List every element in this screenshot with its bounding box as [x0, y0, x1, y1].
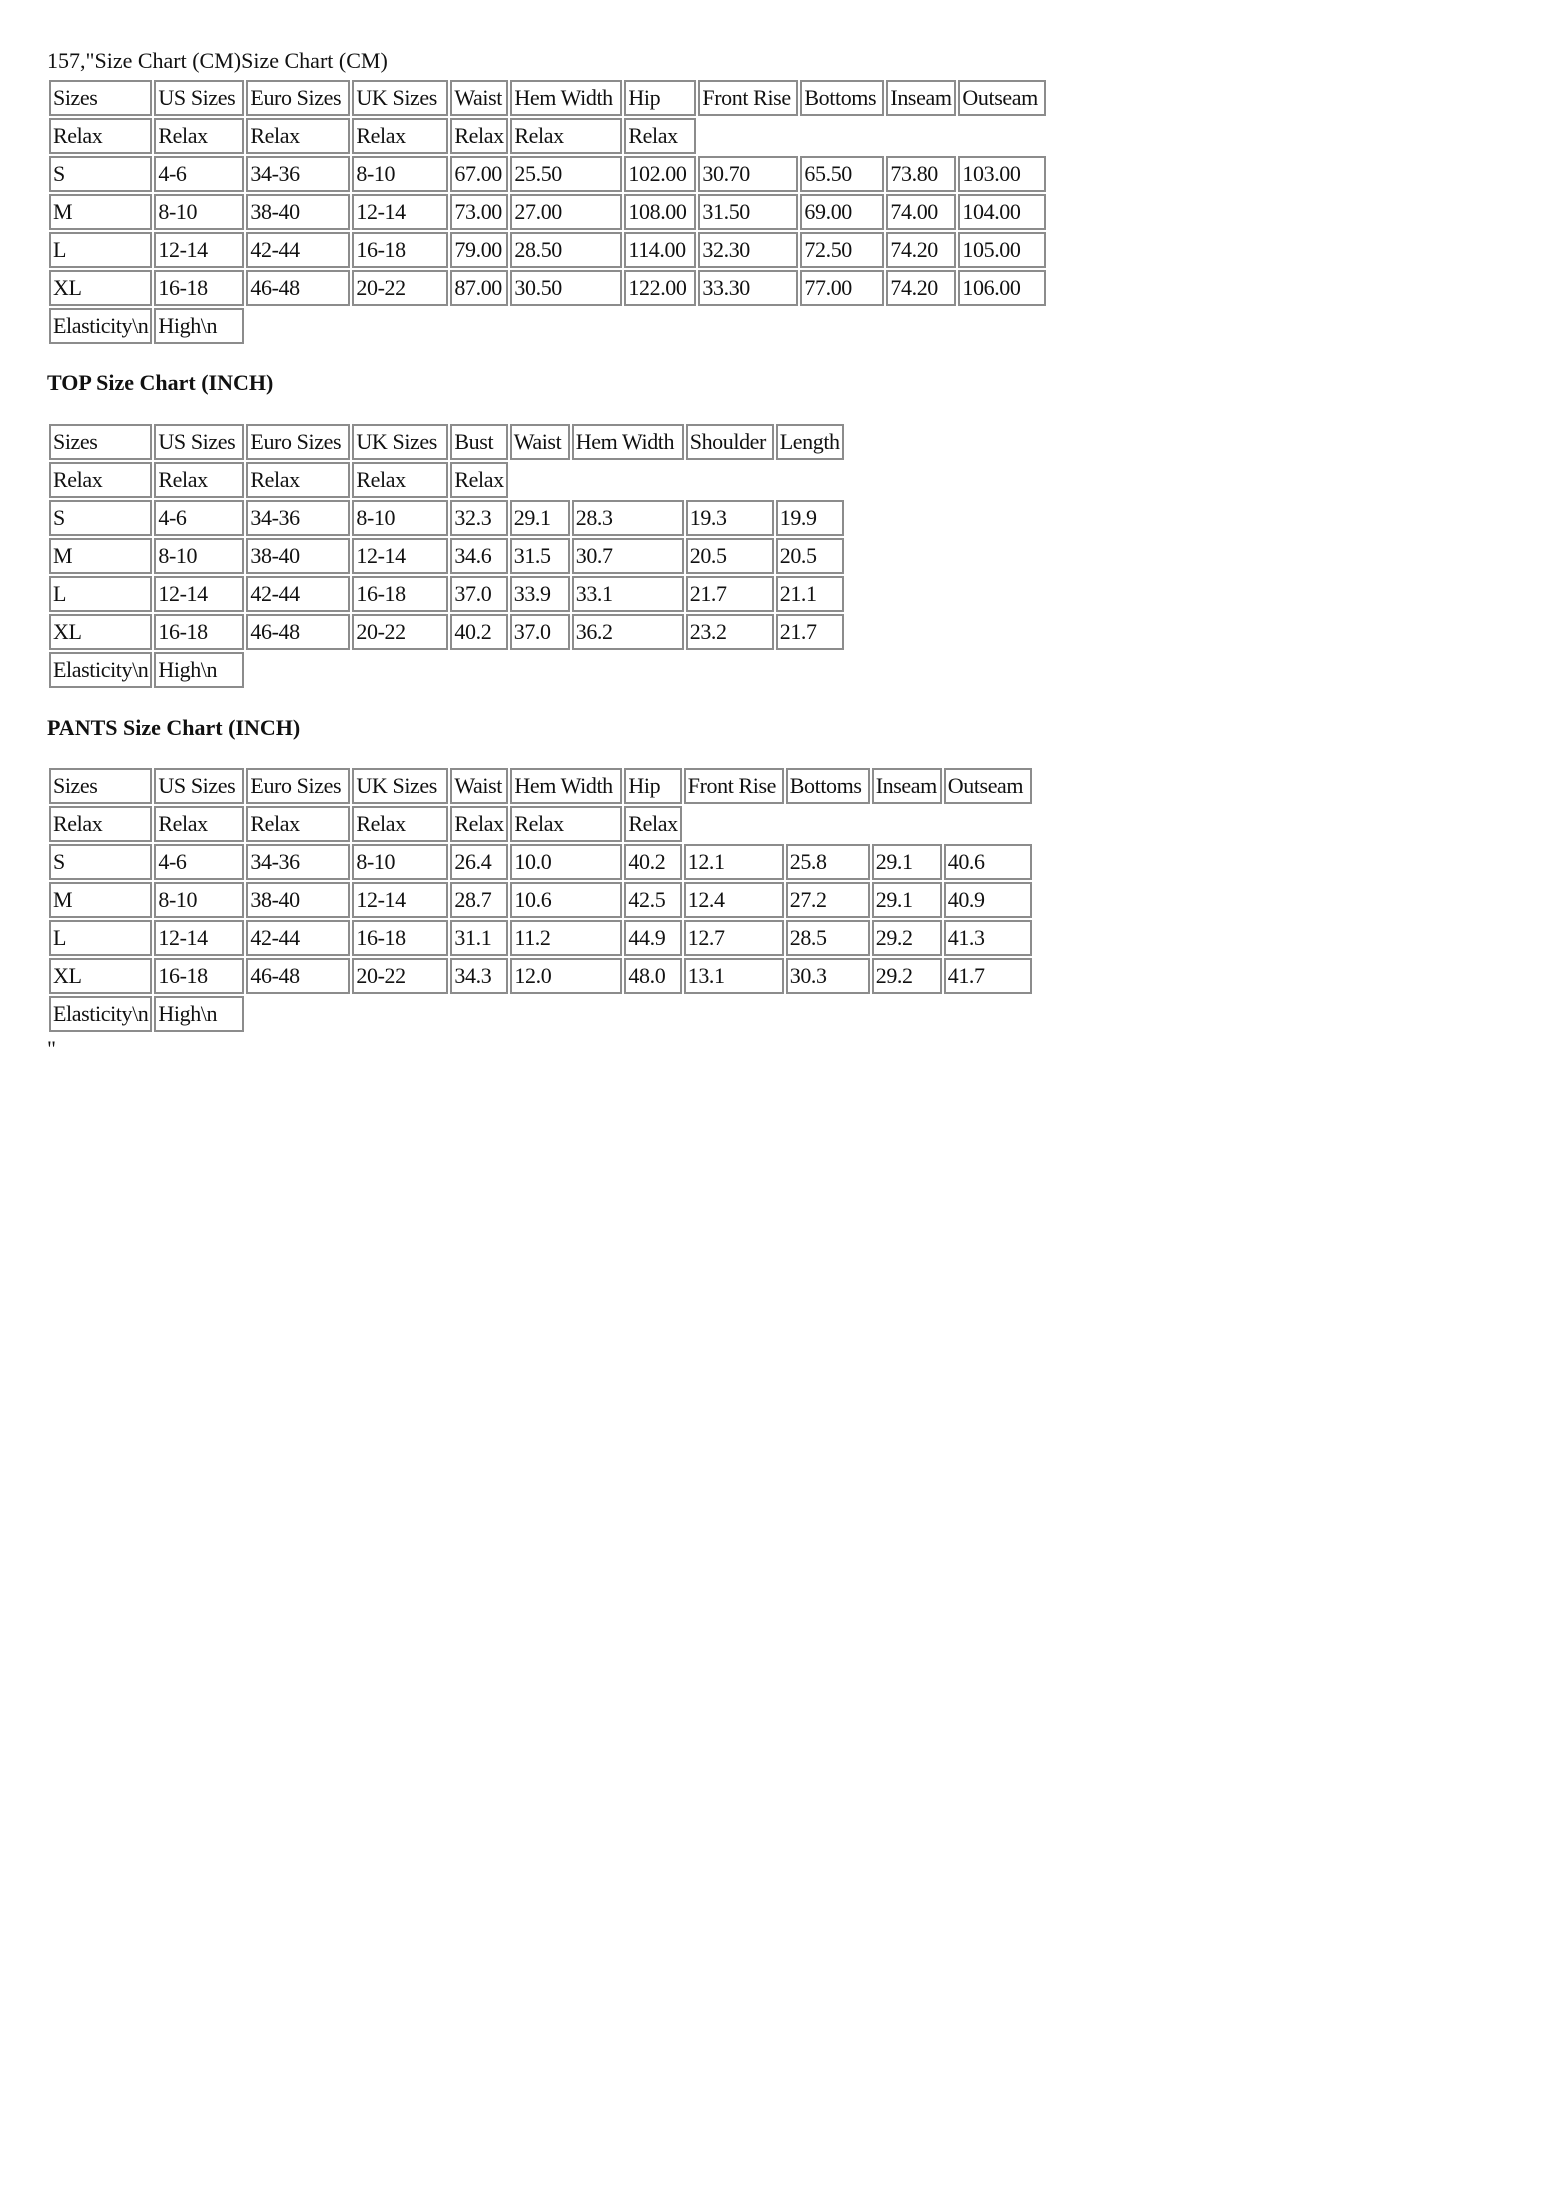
- data-cell: 73.00: [450, 194, 508, 230]
- data-cell: 28.3: [572, 500, 684, 536]
- data-cell: 67.00: [450, 156, 508, 192]
- table-row: [49, 156, 1046, 192]
- relax-cell: Relax: [450, 118, 508, 154]
- relax-cell: Relax: [510, 118, 622, 154]
- header-cell: US Sizes: [154, 80, 244, 116]
- data-cell: 12.0: [510, 958, 622, 994]
- data-cell: XL: [49, 958, 152, 994]
- data-cell: 106.00: [958, 270, 1046, 306]
- elasticity-cell: High\n: [154, 652, 244, 688]
- table-row: [49, 882, 1032, 918]
- data-cell: 36.2: [572, 614, 684, 650]
- data-cell: M: [49, 538, 152, 574]
- data-cell: 122.00: [624, 270, 696, 306]
- data-cell: 34-36: [246, 500, 350, 536]
- data-cell: 19.3: [686, 500, 774, 536]
- top-size-chart-heading: TOP Size Chart (INCH): [47, 370, 274, 395]
- data-cell: 12-14: [352, 882, 448, 918]
- data-cell: 12-14: [154, 576, 244, 612]
- data-cell: 74.20: [886, 270, 956, 306]
- data-cell: L: [49, 576, 152, 612]
- relax-cell: Relax: [49, 806, 152, 842]
- empty-cell: [246, 308, 1046, 344]
- data-cell: 11.2: [510, 920, 622, 956]
- data-cell: 4-6: [154, 844, 244, 880]
- data-cell: 34.6: [450, 538, 507, 574]
- data-cell: 34.3: [450, 958, 508, 994]
- table-row: [49, 614, 844, 650]
- data-cell: 8-10: [352, 156, 448, 192]
- data-cell: 38-40: [246, 194, 350, 230]
- data-cell: 10.6: [510, 882, 622, 918]
- data-cell: 65.50: [800, 156, 884, 192]
- table-row: [49, 462, 844, 498]
- data-cell: 31.50: [698, 194, 798, 230]
- empty-cell: [510, 462, 844, 498]
- data-cell: 41.3: [944, 920, 1032, 956]
- data-cell: 28.5: [786, 920, 870, 956]
- data-cell: 40.9: [944, 882, 1032, 918]
- footer-text: ": [47, 1036, 56, 1061]
- data-cell: 46-48: [246, 958, 350, 994]
- table-row: [49, 538, 844, 574]
- header-cell: Sizes: [49, 80, 152, 116]
- data-cell: 21.7: [776, 614, 844, 650]
- data-cell: 108.00: [624, 194, 696, 230]
- data-cell: 16-18: [154, 614, 244, 650]
- header-cell: Outseam: [944, 768, 1032, 804]
- data-cell: 42-44: [246, 920, 350, 956]
- data-cell: 12-14: [154, 232, 244, 268]
- header-cell: UK Sizes: [352, 424, 448, 460]
- header-cell: Hem Width: [510, 80, 622, 116]
- relax-cell: Relax: [154, 806, 244, 842]
- data-cell: 16-18: [154, 958, 244, 994]
- relax-cell: Relax: [154, 462, 244, 498]
- relax-cell: Relax: [624, 118, 696, 154]
- data-cell: L: [49, 920, 152, 956]
- data-cell: 42-44: [246, 232, 350, 268]
- header-cell: Hem Width: [572, 424, 684, 460]
- data-cell: 37.0: [510, 614, 570, 650]
- data-cell: 44.9: [624, 920, 681, 956]
- header-cell: Waist: [450, 768, 508, 804]
- data-cell: 25.50: [510, 156, 622, 192]
- data-cell: 25.8: [786, 844, 870, 880]
- table-row: [49, 576, 844, 612]
- data-cell: 29.2: [872, 958, 942, 994]
- data-cell: 105.00: [958, 232, 1046, 268]
- data-cell: 31.1: [450, 920, 508, 956]
- data-cell: S: [49, 844, 152, 880]
- data-cell: 33.30: [698, 270, 798, 306]
- data-cell: 29.1: [872, 882, 942, 918]
- table-row: [49, 652, 844, 688]
- data-cell: 74.20: [886, 232, 956, 268]
- table-row: [49, 270, 1046, 306]
- relax-cell: Relax: [154, 118, 244, 154]
- relax-cell: Relax: [246, 806, 350, 842]
- data-cell: S: [49, 500, 152, 536]
- header-cell: Shoulder: [686, 424, 774, 460]
- data-cell: 87.00: [450, 270, 508, 306]
- empty-cell: [684, 806, 1032, 842]
- table-row: [49, 768, 1032, 804]
- table-row: [49, 308, 1046, 344]
- header-cell: Bust: [450, 424, 507, 460]
- data-cell: 26.4: [450, 844, 508, 880]
- header-cell: Length: [776, 424, 844, 460]
- header-cell: Hem Width: [510, 768, 622, 804]
- data-cell: 27.2: [786, 882, 870, 918]
- table-row: [49, 996, 1032, 1032]
- data-cell: 77.00: [800, 270, 884, 306]
- data-cell: 16-18: [154, 270, 244, 306]
- data-cell: 34-36: [246, 844, 350, 880]
- data-cell: 16-18: [352, 232, 448, 268]
- data-cell: 42-44: [246, 576, 350, 612]
- data-cell: 34-36: [246, 156, 350, 192]
- table-row: [49, 194, 1046, 230]
- elasticity-cell: Elasticity\n: [49, 308, 152, 344]
- data-cell: 27.00: [510, 194, 622, 230]
- data-cell: M: [49, 882, 152, 918]
- relax-cell: Relax: [49, 462, 152, 498]
- relax-cell: Relax: [49, 118, 152, 154]
- relax-cell: Relax: [246, 118, 350, 154]
- data-cell: 103.00: [958, 156, 1046, 192]
- data-cell: 23.2: [686, 614, 774, 650]
- header-cell: Bottoms: [786, 768, 870, 804]
- data-cell: 30.70: [698, 156, 798, 192]
- data-cell: 13.1: [684, 958, 784, 994]
- data-cell: 21.1: [776, 576, 844, 612]
- data-cell: 37.0: [450, 576, 507, 612]
- header-cell: UK Sizes: [352, 80, 448, 116]
- data-cell: 30.3: [786, 958, 870, 994]
- header-cell: Outseam: [958, 80, 1046, 116]
- data-cell: XL: [49, 270, 152, 306]
- relax-cell: Relax: [352, 462, 448, 498]
- header-cell: Hip: [624, 80, 696, 116]
- relax-cell: Relax: [510, 806, 622, 842]
- data-cell: 20-22: [352, 270, 448, 306]
- data-cell: 8-10: [352, 500, 448, 536]
- table-row: [49, 232, 1046, 268]
- data-cell: 29.1: [510, 500, 570, 536]
- data-cell: 10.0: [510, 844, 622, 880]
- data-cell: 38-40: [246, 882, 350, 918]
- header-cell: Sizes: [49, 768, 152, 804]
- header-cell: Inseam: [886, 80, 956, 116]
- empty-cell: [698, 118, 1046, 154]
- data-cell: 114.00: [624, 232, 696, 268]
- top-size-chart-table: [47, 422, 846, 690]
- elasticity-cell: Elasticity\n: [49, 996, 152, 1032]
- data-cell: 12.1: [684, 844, 784, 880]
- table-row: [49, 958, 1032, 994]
- data-cell: 20-22: [352, 614, 448, 650]
- header-cell: Euro Sizes: [246, 424, 350, 460]
- data-cell: 28.7: [450, 882, 508, 918]
- data-cell: 73.80: [886, 156, 956, 192]
- table-row: [49, 80, 1046, 116]
- relax-cell: Relax: [450, 806, 508, 842]
- data-cell: 79.00: [450, 232, 508, 268]
- data-cell: 104.00: [958, 194, 1046, 230]
- header-cell: Hip: [624, 768, 681, 804]
- relax-cell: Relax: [352, 118, 448, 154]
- data-cell: 74.00: [886, 194, 956, 230]
- table-row: [49, 920, 1032, 956]
- header-cell: US Sizes: [154, 768, 244, 804]
- data-cell: 12-14: [154, 920, 244, 956]
- elasticity-cell: High\n: [154, 996, 244, 1032]
- data-cell: 32.3: [450, 500, 507, 536]
- data-cell: 38-40: [246, 538, 350, 574]
- data-cell: 12.4: [684, 882, 784, 918]
- header-cell: Euro Sizes: [246, 768, 350, 804]
- data-cell: 40.2: [450, 614, 507, 650]
- data-cell: 12.7: [684, 920, 784, 956]
- pants-size-chart-heading: PANTS Size Chart (INCH): [47, 715, 301, 740]
- data-cell: 32.30: [698, 232, 798, 268]
- header-cell: Waist: [510, 424, 570, 460]
- data-cell: 42.5: [624, 882, 681, 918]
- data-cell: 40.2: [624, 844, 681, 880]
- data-cell: 8-10: [154, 194, 244, 230]
- data-cell: 29.1: [872, 844, 942, 880]
- data-cell: 40.6: [944, 844, 1032, 880]
- data-cell: L: [49, 232, 152, 268]
- empty-cell: [246, 652, 843, 688]
- table-row: [49, 806, 1032, 842]
- data-cell: 30.7: [572, 538, 684, 574]
- data-cell: 30.50: [510, 270, 622, 306]
- empty-cell: [246, 996, 1031, 1032]
- elasticity-cell: High\n: [154, 308, 244, 344]
- data-cell: M: [49, 194, 152, 230]
- relax-cell: Relax: [352, 806, 448, 842]
- table-row: [49, 424, 844, 460]
- header-cell: Sizes: [49, 424, 152, 460]
- data-cell: 41.7: [944, 958, 1032, 994]
- elasticity-cell: Elasticity\n: [49, 652, 152, 688]
- data-cell: S: [49, 156, 152, 192]
- header-cell: UK Sizes: [352, 768, 448, 804]
- header-cell: Inseam: [872, 768, 942, 804]
- data-cell: 12-14: [352, 194, 448, 230]
- data-cell: XL: [49, 614, 152, 650]
- relax-cell: Relax: [246, 462, 350, 498]
- data-cell: 72.50: [800, 232, 884, 268]
- data-cell: 12-14: [352, 538, 448, 574]
- data-cell: 16-18: [352, 920, 448, 956]
- data-cell: 16-18: [352, 576, 448, 612]
- table-row: [49, 500, 844, 536]
- header-cell: Euro Sizes: [246, 80, 350, 116]
- data-cell: 19.9: [776, 500, 844, 536]
- data-cell: 8-10: [154, 882, 244, 918]
- table-row: [49, 844, 1032, 880]
- relax-cell: Relax: [450, 462, 507, 498]
- data-cell: 102.00: [624, 156, 696, 192]
- data-cell: 33.1: [572, 576, 684, 612]
- data-cell: 46-48: [246, 614, 350, 650]
- data-cell: 31.5: [510, 538, 570, 574]
- data-cell: 20.5: [776, 538, 844, 574]
- data-cell: 20-22: [352, 958, 448, 994]
- data-cell: 28.50: [510, 232, 622, 268]
- header-cell: Front Rise: [698, 80, 798, 116]
- header-text: 157,"Size Chart (CM)Size Chart (CM): [47, 48, 388, 73]
- header-cell: US Sizes: [154, 424, 244, 460]
- data-cell: 29.2: [872, 920, 942, 956]
- relax-cell: Relax: [624, 806, 681, 842]
- data-cell: 69.00: [800, 194, 884, 230]
- table-row: [49, 118, 1046, 154]
- data-cell: 8-10: [352, 844, 448, 880]
- pants-size-chart-table: [47, 766, 1034, 1034]
- data-cell: 4-6: [154, 156, 244, 192]
- data-cell: 4-6: [154, 500, 244, 536]
- data-cell: 20.5: [686, 538, 774, 574]
- data-cell: 33.9: [510, 576, 570, 612]
- header-cell: Waist: [450, 80, 508, 116]
- data-cell: 46-48: [246, 270, 350, 306]
- size-chart-cm-table: [47, 78, 1048, 346]
- header-cell: Bottoms: [800, 80, 884, 116]
- header-cell: Front Rise: [684, 768, 784, 804]
- data-cell: 21.7: [686, 576, 774, 612]
- data-cell: 48.0: [624, 958, 681, 994]
- data-cell: 8-10: [154, 538, 244, 574]
